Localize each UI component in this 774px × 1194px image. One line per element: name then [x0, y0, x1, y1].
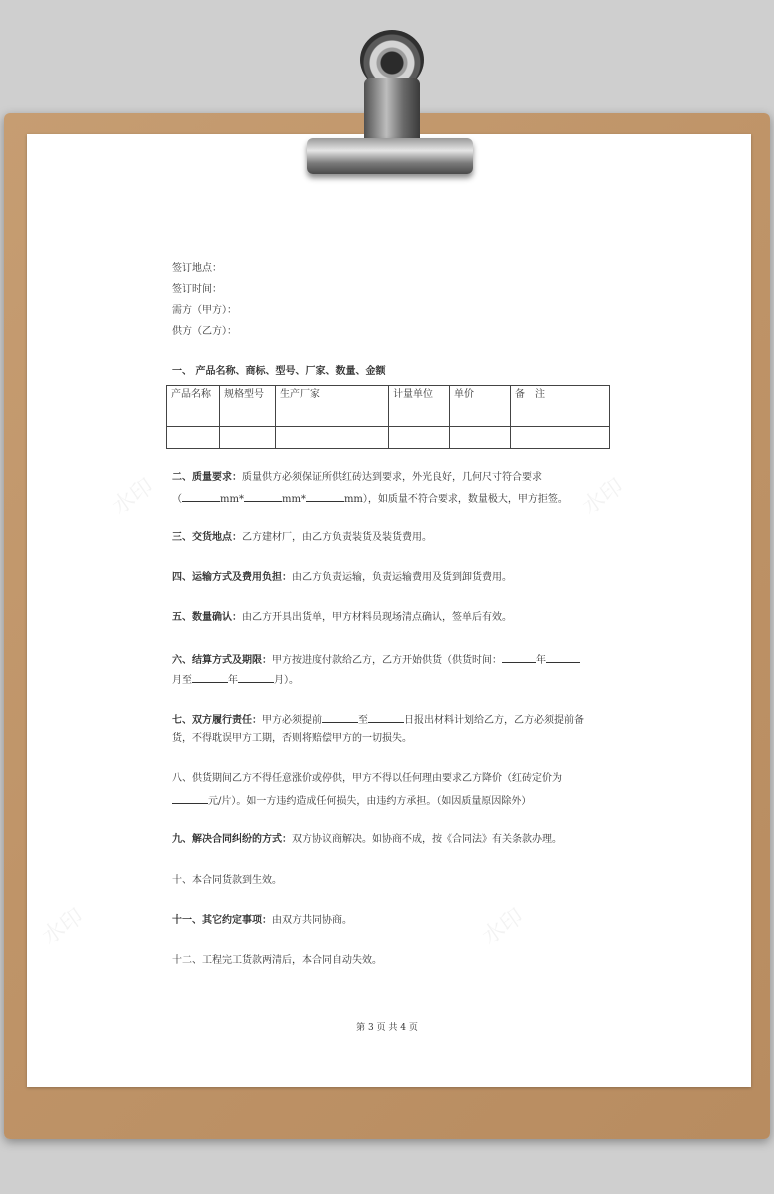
section2-title: 二、质量要求： [172, 472, 242, 483]
blank-underline [368, 712, 404, 723]
section6-text1: 甲方按进度付款给乙方，乙方开始供货（供货时间： [272, 655, 502, 666]
blank-underline [182, 491, 220, 502]
section6-line1 [172, 652, 580, 668]
section10-line: 十、本合同货款到生效。 [172, 875, 282, 886]
header-field-buyer: 需方（甲方）： [172, 305, 237, 316]
blank-underline [238, 672, 274, 683]
section2-mm1: mm* [220, 494, 244, 505]
header-field-date: 签订时间： [172, 284, 222, 295]
section2-text2: ，如质量不符合要求，数量极大，甲方拒签。 [367, 494, 568, 505]
header-field-seller: 供方（乙方）： [172, 326, 237, 337]
section11-title: 十一、其它约定事项： [172, 915, 272, 926]
section8-text2: 元/片）。如一方违约造成任何损失，由违约方承担。（如因质量原因除外） [208, 796, 532, 807]
section4-text: 由乙方负责运输，负责运输费用及货到卸货费用。 [292, 572, 512, 583]
table-row [167, 427, 610, 449]
clip-bar-icon [307, 138, 473, 174]
blank-underline [546, 652, 580, 663]
blank-underline [502, 652, 536, 663]
section2-text1: 质量供方必须保证所供红砖达到要求，外光良好，几何尺寸符合要求 [242, 472, 542, 483]
table-header-cell: 备 注 [511, 386, 610, 427]
table-header-row [167, 386, 610, 427]
table-cell [276, 427, 389, 449]
section6-year1: 年 [536, 655, 546, 666]
table-header-cell: 单价 [450, 386, 511, 427]
product-table [166, 385, 610, 449]
watermark-icon: 水印 [577, 474, 629, 521]
section9-line [172, 833, 562, 847]
section4-title: 四、运输方式及费用负担： [172, 572, 292, 583]
section6-line2 [172, 672, 299, 688]
section6-month-to: 月至 [172, 675, 192, 686]
section6-title: 六、结算方式及期限： [172, 655, 272, 666]
section11-line [172, 914, 352, 928]
section5-title: 五、数量确认： [172, 612, 242, 623]
section2-mm2: mm* [281, 494, 306, 505]
page-footer: 第 3 页 共 4 页 [356, 1023, 418, 1033]
watermark-icon: 水印 [477, 904, 529, 951]
table-cell [167, 427, 220, 449]
section9-text: 双方协议商解决。如协商不成，按《合同法》有关条款办理。 [292, 834, 562, 845]
blank-underline [192, 672, 228, 683]
section2-line1 [172, 471, 542, 485]
table-cell [511, 427, 610, 449]
section2-open: （ [172, 494, 182, 505]
section12-line: 十二、工程完工货款两清后，本合同自动失效。 [172, 955, 382, 966]
blank-underline [306, 491, 344, 502]
section7-to: 至 [358, 715, 368, 726]
table-header-cell: 计量单位 [389, 386, 450, 427]
section2-line2 [172, 491, 568, 507]
section7-line2: 货，不得耽误甲方工期，否则将赔偿甲方的一切损失。 [172, 733, 412, 744]
table-header-cell: 产品名称 [167, 386, 220, 427]
blank-underline [172, 793, 208, 804]
header-field-place: 签订地点： [172, 263, 222, 274]
table-header-cell: 规格型号 [220, 386, 276, 427]
section11-text: 由双方共同协商。 [272, 915, 352, 926]
section1-title: 一、 产品名称、商标、型号、厂家、数量、金额 [172, 366, 386, 377]
watermark-icon: 水印 [107, 474, 159, 521]
section5-text: 由乙方开具出货单，甲方材料员现场清点确认，签单后有效。 [242, 612, 512, 623]
table-header-cell: 生产厂家 [276, 386, 389, 427]
section3-text: 乙方建材厂，由乙方负责装货及装货费用。 [242, 532, 432, 543]
section6-end: 月）。 [274, 675, 299, 686]
section7-line1 [172, 712, 584, 728]
table-cell [220, 427, 276, 449]
section9-title: 九、解决合同纠纷的方式： [172, 834, 292, 845]
table-cell [389, 427, 450, 449]
table-cell [450, 427, 511, 449]
section8-line2 [172, 793, 531, 809]
blank-underline [244, 491, 282, 502]
section2-mm3: mm） [343, 494, 368, 505]
watermark-icon: 水印 [37, 904, 89, 951]
section5-line [172, 611, 512, 625]
section7-title: 七、双方履行责任： [172, 715, 262, 726]
section3-line [172, 531, 432, 545]
section7-text2: 日报出材料计划给乙方，乙方必须提前备 [404, 715, 584, 726]
section3-title: 三、交货地点： [172, 532, 242, 543]
section8-line1: 八、供货期间乙方不得任意涨价或停供，甲方不得以任何理由要求乙方降价（红砖定价为 [172, 773, 562, 784]
section4-line [172, 571, 512, 585]
blank-underline [322, 712, 358, 723]
section6-year2: 年 [228, 675, 238, 686]
section7-text1: 甲方必须提前 [262, 715, 322, 726]
